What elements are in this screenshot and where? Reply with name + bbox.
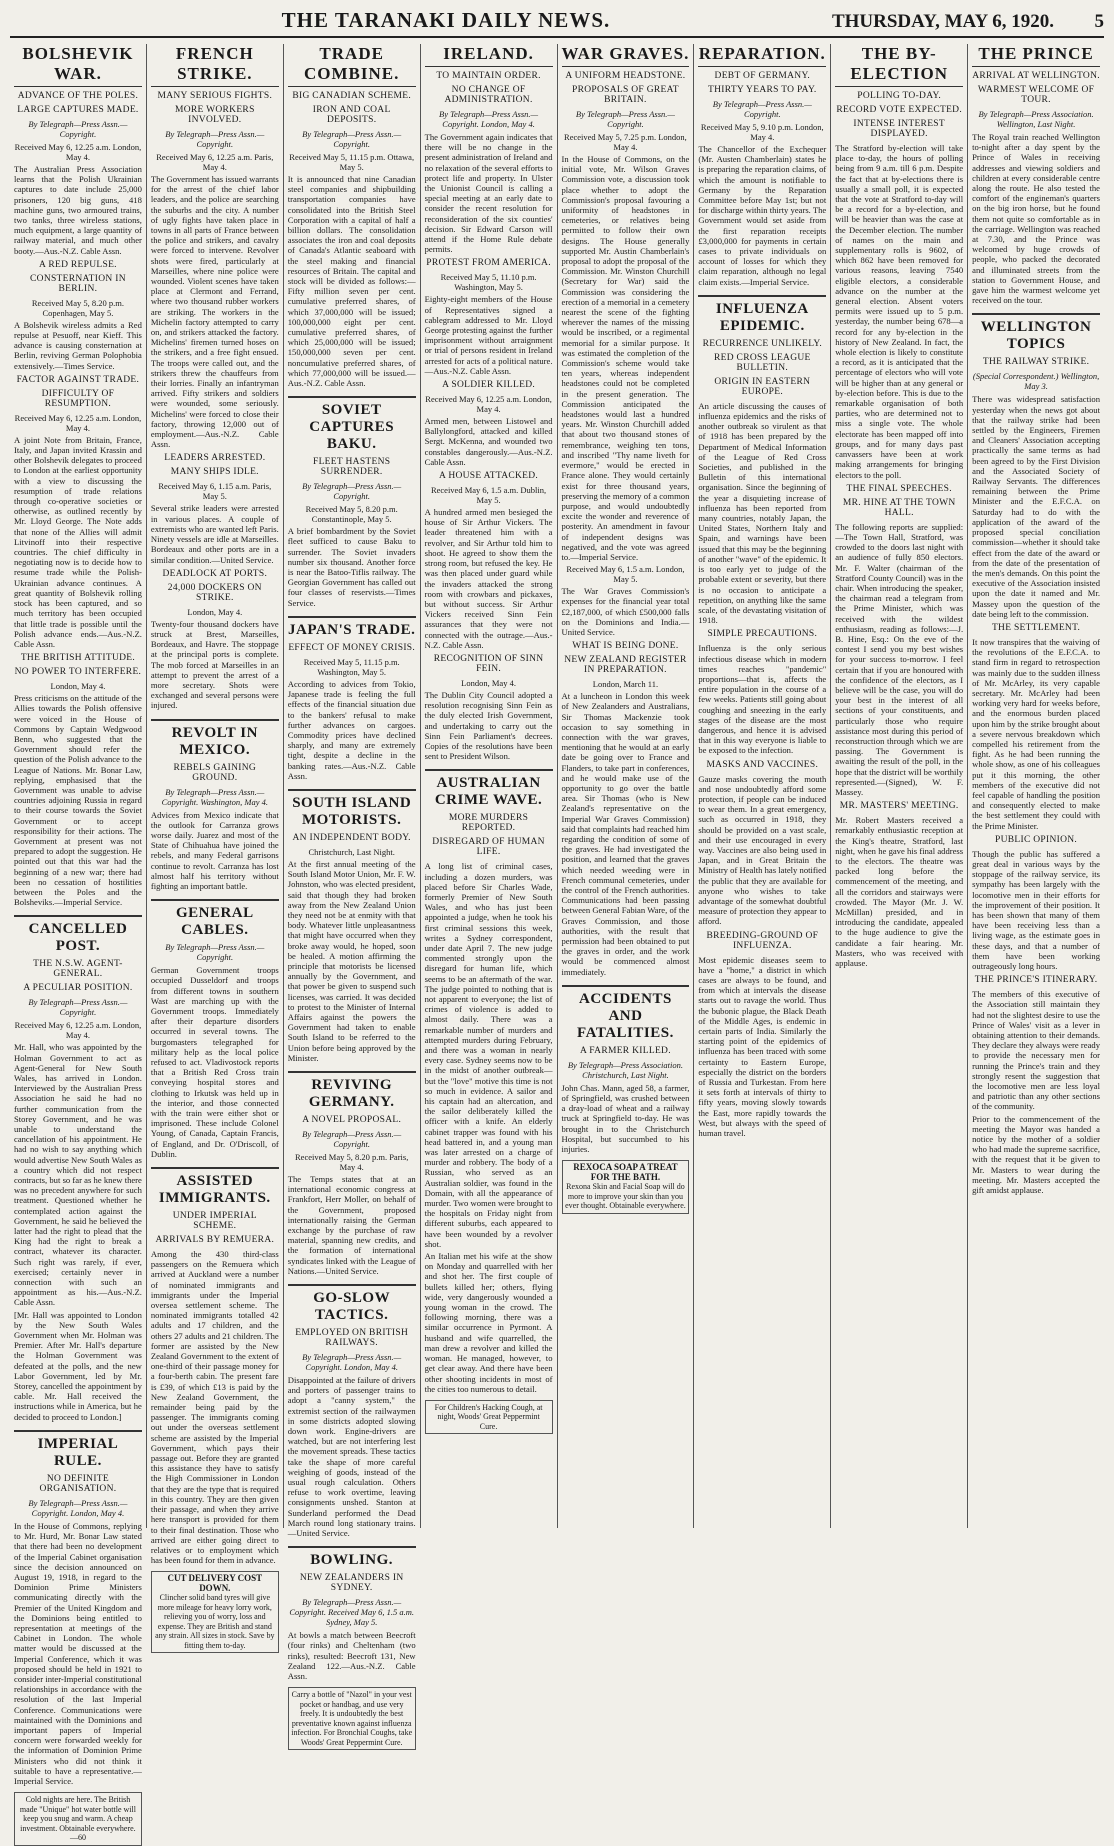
subheading: MANY SHIPS IDLE. bbox=[170, 467, 259, 478]
article-paragraph: It now transpires that the waiving of the revolutions of the E.F.C.A. to stand firm in regard to retrospection was mainly due to the sudden illness of Mr. McArley, its very capable secretary. Mr. McArley had been working very hard for weeks before, and the enormous burden placed upon him by the strike brought about a severe nervous breakdown which compelled his retirement from the fight. As he had been running the whole show, as one of his colleagues put it this morning, the other members of the executive did not feel capable of handling the position and consequently elected to make the best settlement they could with the Prime Minister. bbox=[972, 636, 1100, 831]
article-paragraph: Several strike leaders were arrested in various places. A couple of extremists who are wanted left Paris. Ninety vessels are idle at Marseilles. Bordeaux and other ports are in a similar condition.—United Service. bbox=[150, 503, 279, 565]
dateline: Received May 5, 9.10 p.m. London, May 4. bbox=[700, 122, 824, 142]
page-number: 5 bbox=[1094, 11, 1104, 32]
subheading: IRON AND COAL DEPOSITS. bbox=[312, 105, 391, 125]
subheading: THE SETTLEMENT. bbox=[991, 622, 1081, 633]
subheading: A SOLDIER KILLED. bbox=[442, 380, 536, 391]
subheading: ORIGIN IN EASTERN EUROPE. bbox=[714, 376, 811, 397]
subheading: PROTEST FROM AMERICA. bbox=[426, 258, 551, 269]
subheading: PUBLIC OPINION. bbox=[995, 834, 1078, 845]
subheading: MR. HINE AT THE TOWN HALL. bbox=[842, 497, 956, 518]
advertisement bbox=[288, 1687, 416, 1750]
dateline: Received May 5, 11.10 p.m. Washington, May 5. bbox=[440, 272, 537, 293]
column-headline: TRADE COMBINE. bbox=[288, 44, 416, 87]
column-headline: WAR GRAVES. bbox=[562, 44, 690, 67]
advertisement bbox=[14, 1792, 142, 1846]
subheading: DIFFICULTY OF RESUMPTION. bbox=[41, 388, 115, 409]
article-headline: IMPERIAL RULE. bbox=[14, 1430, 142, 1470]
subheading: WARMEST WELCOME OF TOUR. bbox=[977, 85, 1095, 105]
article-headline: CANCELLED POST. bbox=[14, 915, 142, 955]
article-paragraph: Though the public has suffered a great deal in various ways by the stoppage of the railway service, its sympathy has been largely with the locomotive men in their efforts for the improvement of their position. It has been shown that many of them have been receiving less than a living wage, as the estimate goes in these days, and that a number of them have been working outrageously long hours. bbox=[972, 848, 1100, 972]
article-paragraph: There was widespread satisfaction yesterday when the news got about that the railway strike had been settled by the Engineers, Firemen and Cleaners' Association accepting practically the same terms as had been agreed to by the First Division and the Associated Society of Railway Servants. The differences remaining between the Prime Minister and the E.F.C.A. on Saturday had to do with the application of the award of the proposed special conciliation commission—whether it should take effect from the date of the award or from the date of the presentation of the men's demands. On this point the executive of the Association insisted upon the date it named and Mr. Massey upon the question of the date being left to the commission. bbox=[972, 394, 1100, 619]
article-paragraph: Advices from Mexico indicate that the outlook for Carranza grows worse daily. Juarez and most of the State of Chihuahua have joined the rebels, and many Federal garrisons continue to revolt. Carranza has lost almost half his territory without fighting an important battle. bbox=[150, 809, 279, 891]
article-paragraph: Most epidemic diseases seem to have a "home," a district in which cases are always to be found, and from which at intervals the disease starts out to ravage the world. Thus the bubonic plague, the Black Death of the Middle Ages, is endemic in certain parts of India. Similarly the starting point of the epidemics of influenza has been traced with some certainty to Eastern Europe, especially the district on the borders of Russia and Turkestan. From here it sets forth at intervals of thirty to fifty years, moving slowly towards the East, more rapidly towards the West, but always with the speed of human travel. bbox=[698, 954, 827, 1139]
article-paragraph: At a luncheon in London this week of New Zealanders and Australians, Sir Thomas Mackenzie took occasion to say something in connection with the war graves, mentioning that he would at an early date be going over to France and Flanders, to take part in conferences, and he would make use of the opportunity to go over the battle area. Sir Thomas (who is New Zealand's representative on the Imperial War Graves Commission) said that complaints had reached him regarding the condition of some of the graves. He had investigated the position, and learned that the graves which needed weeding were in French communal cemeteries, under the control of the French authorities. Communications had been passing between General Fabian Ware, of the Graves Commission, and those authorities, with the result that permission had been obtained to put the graves in order, and the work would be commenced almost immediately. bbox=[561, 691, 690, 977]
wire-credit: By Telegraph—Press Assn.—Copyright. bbox=[28, 119, 128, 139]
dateline: Received May 5, 8.20 p.m. Constantinople, May 5. bbox=[305, 504, 398, 525]
column-2 bbox=[147, 44, 284, 1650]
subheading: BREEDING-GROUND OF INFLUENZA. bbox=[706, 930, 819, 951]
column-4 bbox=[421, 44, 558, 1528]
article-paragraph: It is announced that nine Canadian steel companies and shipbuilding transportation companies have consolidated into the British Steel Corporation with a capital of half a billion dollars. The consolidation associates the iron and coal deposits of Canada's Atlantic seaboard with the steel making and financial resources of Britain. The capital and stock will be divided as follows:—Fifty million seven per cent. cumulative preferred shares, of which 37,000,000 will be issued; 100,000,000 eight per cent. cumulative preferred shares, of which 25,000,000 will be issued; 150,000,000 seven per cent. noncumulative preferred shares, of which 77,000,000 will be issued.—Aus.-N.Z. Cable Assn. bbox=[287, 174, 416, 389]
subheading: RECOGNITION OF SINN FEIN. bbox=[433, 653, 544, 674]
columns bbox=[10, 44, 1104, 1843]
article-headline: GENERAL CABLES. bbox=[151, 899, 279, 939]
article-paragraph: Gauze masks covering the mouth and nose undoubtedly afford some protection, if people can be induced to wear them. In a great emergency, such as occurred in 1918, they should be provided on a vast scale, and their use encouraged in every way. Vaccines are also being used in Japan, and in Great Britain the Ministry of Health has lately notified the public that they are available for anyone who wishes to take advantage of the somewhat doubtful measure of protection they appear to afford. bbox=[698, 773, 827, 927]
wire-credit: By Telegraph—Press Association. Wellington, Last Night. bbox=[978, 109, 1094, 129]
article-headline: REVIVING GERMANY. bbox=[288, 1071, 416, 1111]
article-paragraph: The Temps states that at an international economic congress at Frankfort, Herr Moller, on behalf of the Government, proposed internationally raising the German exchange by the purchase of raw material, spanning new credits, and the formation of international syndicates linked with the League of Nations.—United Service. bbox=[287, 1173, 416, 1276]
dateline: Received May 6, 12.25 a.m. Paris, May 4. bbox=[156, 152, 274, 172]
subheading: THE PRINCE'S ITINERARY. bbox=[974, 975, 1098, 986]
subheading: BIG CANADIAN SCHEME. bbox=[292, 91, 412, 101]
dateline: Christchurch, Last Night. bbox=[308, 846, 395, 857]
subheading: THE N.S.W. AGENT-GENERAL. bbox=[33, 959, 123, 980]
article-paragraph: A long list of criminal cases, including a dozen murders, was placed before Sir Charles Wade, formerly Premier of New South Wales, and who has just been appointed a judge, when he took his first criminal sessions this week, writes a Sydney correspondent, under date April 7. The new judge commented strongly upon the disregard for human life, which seems to be an aftermath of the war. The judge pointed to nothing that is not apparent to everyone; the list of crimes of violence is added to almost daily. There was a remarkable number of murders and attempted murders during February, and there was a woman in nearly every case. Sydney seems now to be in the midst of another outbreak—but the "love" motive this time is not so much in evidence. A sailor and his captain had an altercation, and the sailor deliberately killed the officer with a knife. An elderly cabinet trapper was found with his head battered in, and a young man was later arrested on a charge of murder and robbery. The body of a Russian, who served as an Australian soldier, was found in the Domain, with all the appearance of murder. Two women were brought to the hospitals on Friday night from different suburbs, each appeared to have been wounded by a revolver shot. bbox=[424, 861, 553, 1249]
advertisement-title: REXOCA SOAP A TREAT FOR THE BATH. bbox=[573, 1162, 678, 1182]
dateline: London, May 4. bbox=[187, 606, 243, 617]
subheading: RECORD VOTE EXPECTED. bbox=[836, 105, 963, 115]
wire-credit: By Telegraph—Press Assn.—Copyright. bbox=[302, 129, 402, 149]
article-headline: SOUTH ISLAND MOTORISTS. bbox=[288, 789, 416, 829]
subheading: SIMPLE PRECAUTIONS. bbox=[707, 629, 818, 640]
article-paragraph: A Bolshevik wireless admits a Red repulse at Pesuoff, near Kieff. This advance is causing consternation at Berlin, reviving German Polophobia extensively.—Times Service. bbox=[14, 319, 142, 371]
advertisement-text: Clincher solid band tyres will give more mileage for heavy lorry work, relieving you of worry, loss and expense. They are British and stand any strain. All sizes in stock. Save by fitting them to-day. bbox=[155, 1593, 275, 1650]
subheading: EFFECT OF MONEY CRISIS. bbox=[288, 642, 416, 653]
wire-credit: By Telegraph—Press Assn.—Copyright. London, May 4. bbox=[439, 109, 539, 129]
article-paragraph: A joint Note from Britain, France, Italy, and Japan invited Krassin and other Bolshevik delegates to proceed to London at the earliest opportunity with a view to discussing the resumption of trade relations through co-operative societies or otherwise, as outlined recently by Mr. Lloyd George. The Note adds that none of the Allies will admit Litvinoff into their respective countries. The chief difficulty in negotiating now is to decide how to resume trade while the Polish-Ukrainian advance continues. A great quantity of Bolshevik rolling stock has been captured, and so much territory has been occupied that little trade is possible until the Polish advance ends.—Aus.-N.Z. Cable Assn. bbox=[14, 434, 142, 649]
article-paragraph: An article discussing the causes of influenza epidemics and the risks of another outbreak so virulent as that of 1918 has been prepared by the Department of Medical Information of the League of Red Cross Societies, and published in the Bulletin of this international organisation. Since the beginning of the year a disquieting increase of influenza has been reported from many countries, notably Japan, the United States, Northern Italy and Spain, and warnings have been issued that this may be the beginning of another "wave" of the epidemic. It is too early yet to judge of the probable extent or severity, but there is no occasion to anticipate a repetition, on anything like the same scale, of the devastating visitation of 1918. bbox=[698, 400, 827, 626]
article-paragraph: The Chancellor of the Exchequer (Mr. Austen Chamberlain) states he is preparing the reparation claims, of which the amount is notifiable to Germany by the Reparation Committee before May 1st; but not for discharge within thirty years. The Government would set aside from the first reparation receipts £3,000,000 for payments in certain cases to private individuals on account of losses for which they claim reparation, although no legal claim exists.—Imperial Service. bbox=[698, 144, 827, 287]
subheading: DEBT OF GERMANY. bbox=[714, 71, 811, 81]
article-paragraph: Prior to the commencement of the meeting the Mayor was handed a notice by the mother of a soldier who had made the supreme sacrifice, with the request that it be given to Mr. Masters to wear during the meeting. Mr. Masters accepted the gift amidst applause. bbox=[972, 1113, 1100, 1196]
subheading: WHAT IS BEING DONE. bbox=[572, 641, 679, 652]
article-paragraph: The Dublin City Council adopted a resolution recognising Sinn Fein as the duly elected Irish Government, and undertaking to carry out the Sinn Fein Parliament's decrees. Copies of the resolutions have been sent to President Wilson. bbox=[424, 689, 553, 762]
subheading: REBELS GAINING GROUND. bbox=[173, 762, 257, 783]
article-paragraph: Press criticisms on the attitude of the Allies towards the Polish offensive were voiced in the House of Commons by Captain Wedgwood Benn, who suggested that the Government should refer the question of the Polish advance to the League of Nations. Mr. Bonar Law, replying, emphasised that the Government was unable to advise countries adjoining Russia in regard to their course towards the Soviet Government or to accept responsibility for their actions. The Government at present was not prepared to adopt the suggestion. He pointed out that this war had the beginning of a new war; there had been no cessation of hostilities between the Poles and the Bolsheviks.—Imperial Service. bbox=[14, 693, 142, 908]
advertisement-text: Cold nights are here. The British made "Unique" hot water bottle will keep you snug and warm. A cheap investment. Obtainable everywhere.—60 bbox=[19, 1795, 136, 1843]
wire-credit: By Telegraph—Press Assn.—Copyright. bbox=[712, 99, 812, 119]
article-paragraph: According to advices from Tokio, Japanese trade is feeling the full effects of the financial situation due to the bankers' refusal to make further advances on cargoes. Commodity prices have declined sharply, and many are extremely tight, despite a decline in the banking rates.—Aus.-N.Z. Cable Assn. bbox=[287, 678, 416, 781]
dateline: Received May 5, 8.20 p.m. Paris, May 4. bbox=[295, 1151, 409, 1172]
wire-credit: By Telegraph—Press Association. Christchurch, Last Night. bbox=[567, 1059, 684, 1080]
subheading: NEW ZEALANDERS IN SYDNEY. bbox=[299, 1573, 404, 1594]
column-headline: REPARATION. bbox=[698, 44, 826, 67]
wire-credit: (Special Correspondent.) Wellington, May 3. bbox=[972, 371, 1100, 392]
wire-credit: By Telegraph—Press Assn.—Copyright. bbox=[575, 109, 675, 129]
subheading: FACTOR AGAINST TRADE. bbox=[16, 374, 140, 385]
article-paragraph: The Government again indicates that there will be no change in the present administration of Ireland and no relaxation of the several efforts to protect life and property. In Ulster the Unionist Council is calling a special meeting at an early date to consider the recent resolution for reconsideration of the six counties' decision. Sir Edward Carson will attend if the Home Rule debate permits. bbox=[424, 132, 553, 255]
advertisement bbox=[562, 1160, 690, 1214]
subheading: DEADLOCK AT PORTS. bbox=[162, 568, 268, 579]
article-paragraph: Mr. Hall, who was appointed by the Holman Government to act as Agent-General for New South Wales, has arrived in London. Interviewed by the Australian Press Association he said he had no further communication from the Storey Government, and he was unable to understand the cancellation of his appointment. He had no wish to say anything which would advertise New South Wales as a country which did not respect contracts, but so far as he knew there was no precedent anywhere for such treatment. Questioned whether he contemplated action against the Government, he said he believed the latter had the right to plead that the King had the right to break a contract, whatever its character. Such right was rarely, if ever, exercised; certainly never in connection with such an appointment as his.—Aus.-N.Z. Cable Assn. bbox=[14, 1042, 142, 1308]
article-paragraph: Among the 430 third-class passengers on the Remuera which arrived at Auckland were a number of nominated immigrants and immigrants under the Imperial oversea settlement scheme. The nominated immigrants totalled 42 adults and 17 children, and the others 27 adults and 21 children. The former are assisted by the New Zealand Government to the extent of one-third of their passage money for a four-berth cabin. The present fare is £39, of which £13 is paid by the New Zealand Government, the remainder being paid by the passenger. The immigrants coming out under the overseas settlement scheme are assisted by the Imperial Government, which pays their passage out. Before they are granted this assistance they have to satisfy the High Commissioner in London that they are the type that is required in this country. They are then given their passage, and when they arrive here transport is provided for them to their final destination. Those who arrived are either going direct to relatives or to employment which has been found for them in advance. bbox=[150, 1249, 279, 1566]
article-headline: GO-SLOW TACTICS. bbox=[288, 1284, 416, 1324]
advertisement bbox=[425, 1400, 553, 1435]
subheading: THE FINAL SPEECHES. bbox=[846, 483, 952, 494]
subheading: A PECULIAR POSITION. bbox=[23, 983, 133, 994]
article-paragraph: The Stratford by-election will take place to-day, the hours of polling being from 9 a.m. till 6 p.m. Despite the fact that at by-elections there is usually a small poll, it is expected that the vote at Stratford to-day will be a record for a by-election, and will be heavier than was the case at the December election. The number of names on the main and supplementary rolls is 9602, of which 862 have been removed for various reasons, leaving 7540 eligible electors, a considerable advance on the number at the general election. Absent voters permits were issued up to 5 p.m. yesterday, the number being 678—a record for any by-election in the history of New Zealand. In fact, the whole election is likely to constitute a record, as it is anticipated that the percentage of electors who will vote will be higher than at any general or by-election before. This is due to the remarkable organisation of both parties, who are determined not to miss a single vote. The whole electorate has been mapped off into groups, and for many days past canvassers have been at work making arrangements for bringing electors to the poll. bbox=[835, 143, 964, 480]
dateline: London, March 11. bbox=[592, 679, 659, 690]
advertisement-title: CUT DELIVERY COST DOWN. bbox=[167, 1573, 263, 1593]
column-headline: IRELAND. bbox=[425, 44, 553, 67]
subheading: A FARMER KILLED. bbox=[579, 1045, 671, 1056]
article-paragraph: Mr. Robert Masters received a remarkably enthusiastic reception at the King's theatre, Stratford, last night, when he gave his final address to the electors. The theatre was packed long before the commencement of the meeting, and all the corridors and stairways were crowded. The Mayor (Mr. J. W. McMillan) presided, and in introducing the candidate, appealed to the huge audience to give the candidate a fair hearing. Mr. Masters, who was received with applause. bbox=[835, 815, 964, 969]
subheading: NEW ZEALAND REGISTER IN PREPARATION. bbox=[564, 655, 687, 676]
article-paragraph: In the House of Commons, on the initial vote, Mr. Wilson Graves Commission vote, a discussion took place whether to adopt the Commission's proposal favouring a uniformity of headstones in cemeteries, or relatives being permitted to follow their own designs. The House generally supported Mr. Austin Chamberlain's proposal to adopt the proposal of the Commission. Mr. Winston Churchill (Secretary for War) said the Commission was considering the erection of a memorial in a cemetery nearest the scene of the fighting wherever the names of the missing would be inscribed, or a regimental memorial for a similar purpose. It was estimated the completion of the Commission's scheme would take ten years, whereas independent headstones could not be completed in the present generation. The Commission anticipated the headstones would last a hundred years. Mr. Winston Churchill added that about two thousand stones of remembrance, weighing ten tons, and inscribed "Thy name liveth for evermore," would be erected in France alone. They would certainly exist for three thousand years, preserving the memory of a common purpose, and would undoubtedly excite the wonder and reverence of posterity. An amendment in favour of independent designs was negatived, and the vote was agreed to.—Imperial Service. bbox=[561, 154, 690, 562]
article-paragraph: The Australian Press Association learns that the Polish Ukrainian captures to date include 25,000 prisoners, 120 big guns, 418 machine guns, two armoured trains, two tanks, three wireless stations, much equipment, a large quantity of railway material, and much other booty.—Aus.-N.Z. Cable Assn. bbox=[14, 164, 142, 256]
subheading: AN INDEPENDENT BODY. bbox=[292, 832, 411, 843]
subheading: ARRIVAL AT WELLINGTON. bbox=[972, 71, 1100, 81]
dateline: Received May 5, 8.20 p.m. Copenhagen, May 5. bbox=[31, 297, 124, 318]
dateline: Received May 6, 1.15 a.m. Paris, May 5. bbox=[158, 481, 272, 502]
subheading: FLEET HASTENS SURRENDER. bbox=[313, 457, 391, 478]
subheading: THIRTY YEARS TO PAY. bbox=[708, 85, 817, 95]
article-paragraph: Influenza is the only serious infectious disease which in modern times reaches "pandemic" proportions—that is, affects the entire population in the course of a few weeks. Patients still going about coughing and sneezing in the early stages of the disease are the most dangerous, and hence it is advised that in this way everyone is liable to be exposed to the infection. bbox=[698, 643, 827, 756]
column-5 bbox=[558, 44, 695, 1528]
wire-credit: By Telegraph—Press Assn.—Copyright. London, May 4. bbox=[28, 1497, 128, 1518]
subheading: NO CHANGE OF ADMINISTRATION. bbox=[444, 85, 533, 105]
subheading: MASKS AND VACCINES. bbox=[706, 759, 819, 770]
article-paragraph: The following reports are supplied:—The Town Hall, Stratford, was crowded to the doors last night with an audience of fully 850 electors. Mr. F. Walter (chairman of the Stratford County Council) was in the chair. When introducing the speaker, the chairman read a telegram from the Prime Minister, which was received with the wildest enthusiasm, reading as follows:—J. B. Hine, Esq.: On the eve of the contest I send you my best wishes for your success to-morrow. I feel certain that if you are honoured with the confidence of the electors, as I believe will be the case, you will do your best in the interest of all sections of your constituents, and particularly those who require assistance most during this period of reconstruction through which we are passing. The Government is awaiting the result of the poll, in the hope that the district will be worthily represented.—(Signed), W. F. Massey. bbox=[835, 521, 964, 797]
subheading: EMPLOYED ON BRITISH RAILWAYS. bbox=[295, 1328, 409, 1349]
article-paragraph: A brief bombardment by the Soviet fleet sufficed to cause Baku to surrender. The Soviet invaders number six thousand. Another force is near the Batoo-Tiflis railway. The Georgian Government has called out four classes of reservists.—Times Service. bbox=[287, 526, 416, 608]
article-paragraph: Armed men, between Listowel and Ballylongford, attacked and killed Sergt. McKenna, and wounded two constables dangerously.—Aus.-N.Z. Cable Assn. bbox=[424, 416, 553, 467]
article-headline: REVOLT IN MEXICO. bbox=[151, 719, 279, 759]
article-headline: ASSISTED IMMIGRANTS. bbox=[151, 1167, 279, 1207]
advertisement-text: Carry a bottle of "Nazol" in your vest pocket or handbag, and use very freely. It is undoubtedly the best preventative known against influenza infection. For Bronchial Coughs, take Woods' Great Peppermint Cure. bbox=[291, 1690, 413, 1747]
article-paragraph: At bowls a match between Beecroft (four rinks) and Cheltenham (two rinks), resulted: Beecroft 131, New Zealand 122.—Aus.-N.Z. Cable Assn. bbox=[287, 1630, 416, 1682]
column-headline: FRENCH STRIKE. bbox=[151, 44, 279, 87]
article-paragraph: At the first annual meeting of the South Island Motor Union, Mr. F. W. Johnston, who was elected president, said that though they had broken away from the New Zealand Union they need not be at enmity with that body. Whatever little unpleasantness that might have occurred when they broke away would, he hoped, soon be healed. A motion affirming the principle that motorists be licensed annually by the Government, and that power be given to suspend such licenses, was carried. It was decided to protest to the Minister of Internal Affairs against the powers the Government had taken to enable South Island to be referred to the Union before being approved by the Minister. bbox=[287, 858, 416, 1063]
subheading: A RED REPULSE. bbox=[39, 259, 117, 270]
subheading: LARGE CAPTURES MADE. bbox=[17, 105, 139, 115]
dateline: Received May 6, 12.25 a.m. London, May 4. bbox=[14, 142, 142, 162]
subheading: ARRIVALS BY REMUERA. bbox=[155, 1235, 275, 1246]
article-headline: WELLINGTON TOPICS bbox=[972, 313, 1100, 353]
subheading: MORE WORKERS INVOLVED. bbox=[174, 105, 255, 125]
wire-credit: By Telegraph—Press Assn.—Copyright. bbox=[165, 129, 265, 149]
subheading: MORE MURDERS REPORTED. bbox=[448, 813, 529, 834]
article-paragraph: German Government troops occupied Dusseldorf and troops from different towns in southern Wast are marching up with the Government troops. Immediately after their departure disorders occurred in several towns. The burgomasters telegraphed for military help as the local police refused to act. Vladivostock reports that a British Red Cross train conveying hospital stores and clothing to Irkutsk was held up in the interior, and those connected with the train were either shot or imprisoned. These include Colonel Young, of Canada, Captain Francis, of England, and Dr. O'Driscoll, of Dublin. bbox=[150, 965, 279, 1159]
article-paragraph: John Chas. Mann, aged 58, a farmer, of Springfield, was crushed between a dray-load of wheat and a railway truck at Springfield to-day. He was brought in to the Christchurch Hospital, but succumbed to his injuries. bbox=[561, 1082, 690, 1155]
wire-credit: By Telegraph—Press Assn.—Copyright. bbox=[302, 481, 402, 502]
article-paragraph: The members of this executive of the Association still maintain they had not the slightest desire to use the Prince of Wales' visit as a lever in obtaining attention to their demands. They declare they always were ready to provide the necessary men for running the Prince's train and they strongly resent the suggestion that the locomotive men are less loyal and patriotic than any other sections of the community. bbox=[972, 989, 1100, 1112]
subheading: DISREGARD OF HUMAN LIFE. bbox=[432, 837, 545, 858]
article-paragraph: Eighty-eight members of the House of Representatives signed a cablegram addressed to Mr. Lloyd George protesting against the further imprisonment without arraignment or trial of persons resident in Ireland arrested for acts of a political nature.—Aus.-N.Z. Cable Assn. bbox=[424, 294, 553, 376]
newspaper-page bbox=[10, 8, 1104, 1843]
subheading: CONSTERNATION IN BERLIN. bbox=[30, 273, 126, 294]
subheading: RECURRENCE UNLIKELY. bbox=[702, 338, 823, 349]
wire-credit: By Telegraph—Press Assn.—Copyright. Received May 6, 1.5 a.m. Sydney, May 5. bbox=[289, 1597, 414, 1628]
article-paragraph: The Government has issued warrants for the arrest of the chief labor leaders, and the police are searching the suburbs and the city. A number of ugly fights have taken place in towns in all parts of France between the police and strikers, and cavalry were forced to intervene. Revolver shots were fired, particularly at Marseilles, where nine police were wounded. Violent scenes have taken place at Clermont and Ferrand, where two thousand rubber workers are striking. The workers in the Michelin factory attempted to carry on, and strikers attacked the factory. Michelins' firemen turned hoses on the strikers, and a free fight ensued. The troops were called out, and the strikers threw the chauffeurs from their lorries. Finally an infantryman arrived. Fifty strikers and soldiers were wounded, some seriously. Michelins' were forced to close their factory, throwing 12,000 out of employment.—Aus.-N.Z. Cable Assn. bbox=[150, 174, 279, 450]
subheading: THE BRITISH ATTITUDE. bbox=[20, 653, 136, 664]
subheading: MANY SERIOUS FIGHTS. bbox=[157, 91, 273, 101]
article-paragraph: In the House of Commons, replying to Mr. Hurd, Mr. Bonar Law stated that there had been no development of the Imperial Cabinet organisation since the decision announced on August 19, 1918, in regard to the Dominion Prime Ministers communicating directly with the Premier of the United Kingdom and the Dominions being entitled to representation at meetings of the Cabinet in London. The whole matter would be discussed at the Imperial Conference, which it was proposed should be held in 1921 to consider inter-Imperial constitutional relationships in accordance with the resolution of the last Imperial Conference. Communications were maintained with the Dominions and important papers of Imperial concern were forwarded weekly for the information of Dominion Prime Ministers who did not think it suitable to have a representative.—Imperial Service. bbox=[14, 1520, 142, 1786]
subheading: UNDER IMPERIAL SCHEME. bbox=[172, 1211, 257, 1232]
column-headline: THE PRINCE bbox=[972, 44, 1100, 67]
article-paragraph: [Mr. Hall was appointed to London by the New South Wales Government when Mr. Holman was Premier. After Mr. Hall's departure the Holman Government was defeated at the polls, and the new Labor Government, led by Mr. Storey, cancelled the appointment by cable. Mr. Hall received the instructions while in America, but he decided to proceed to London.] bbox=[14, 1309, 142, 1422]
dateline: London, May 4. bbox=[461, 677, 516, 688]
column-8 bbox=[968, 44, 1104, 1528]
dateline: Received May 5, 7.25 p.m. London, May 4. bbox=[564, 132, 687, 152]
issue-date: THURSDAY, MAY 6, 1920. bbox=[831, 11, 1054, 32]
subheading: LEADERS ARRESTED. bbox=[164, 453, 266, 464]
subheading: TO MAINTAIN ORDER. bbox=[436, 71, 541, 81]
wire-credit: By Telegraph—Press Assn.—Copyright. bbox=[302, 1128, 402, 1149]
wire-credit: By Telegraph—Press Assn.—Copyright. bbox=[165, 942, 265, 963]
article-paragraph: The Royal train reached Wellington to-night after a day spent by the Prince of Wales in receiving addresses and viewing soldiers and children at every considerable centre along the route. He also tested the comfort of the engineman's quarters on the big iron horse, but he found them not quite so comfortable as in the carriage. Wellington was reached at 7.30, and the Prince was welcomed by huge crowds of people, who packed the decorated and illuminated streets from the station to Government House, and gave him the warmest welcome yet received on the tour. bbox=[972, 132, 1100, 306]
subheading: POLLING TO-DAY. bbox=[857, 91, 942, 101]
subheading: NO DEFINITE ORGANISATION. bbox=[39, 1473, 117, 1494]
column-1 bbox=[10, 44, 147, 1843]
subheading: THE RAILWAY STRIKE. bbox=[982, 357, 1090, 368]
subheading: A UNIFORM HEADSTONE. bbox=[565, 71, 686, 81]
subheading: 24,000 DOCKERS ON STRIKE. bbox=[167, 582, 262, 603]
publication-title: THE TARANAKI DAILY NEWS. bbox=[281, 8, 611, 32]
article-paragraph: An Italian met his wife at the show on Monday and quarrelled with her and shot her. The first couple of bullets killed her; others, flying wide, very dangerously wounded a young woman in the crowd. The following morning, there was a similar occurrence in Pyrmont. A husband and wife quarrelled, the man drew a revolver and killed the woman. He managed, however, to get clear away. And there have been other shooting incidents in most of the cities too numerous to detail. bbox=[424, 1251, 553, 1394]
advertisement bbox=[151, 1571, 279, 1653]
subheading: ADVANCE OF THE POLES. bbox=[17, 91, 139, 101]
subheading: NO POWER TO INTERFERE. bbox=[14, 667, 142, 678]
dateline: Received May 6, 12.25 a.m. London, May 4. bbox=[14, 412, 142, 433]
column-headline: BOLSHEVIK WAR. bbox=[14, 44, 142, 87]
dateline: Received May 5, 11.15 p.m. Washington, May 5. bbox=[303, 656, 400, 677]
article-paragraph: A hundred armed men besieged the house of Sir Arthur Vickers. The leader threatened him with a revolver, and Sir Arthur told him to shoot. He agreed to show them the strong room, but refused the key. He was then placed under guard while the invaders attacked the strong room with crowbars and pickaxes, but without success. Sir Arthur Vickers received Sinn Fein assurances that they were not connected with the outrage.—Aus.-N.Z. Cable Assn. bbox=[424, 507, 553, 650]
dateline: Received May 6, 1.5 a.m. Dublin, May 5. bbox=[430, 485, 547, 506]
subheading: INTENSE INTEREST DISPLAYED. bbox=[853, 119, 945, 139]
dateline: London, May 4. bbox=[50, 681, 106, 692]
wire-credit: By Telegraph—Press Assn.—Copyright. London, May 4. bbox=[302, 1352, 402, 1373]
dateline: Received May 6, 12.25 a.m. London, May 4. bbox=[425, 394, 552, 415]
article-paragraph: Disappointed at the failure of drivers and porters of passenger trains to adopt a "canny system," the extremist section of the railwaymen in some districts adopted slowing down work. Engine-drivers are watched, but are not interfering lest the movement spreads. These tactics take the shape of more careful weighing of goods, instead of the usual rough calculation. Others refuse to work overtime, leaving consignments unshed. Stanton at Sunderland performed the Dead March round long stationary trains.—United Service. bbox=[287, 1375, 416, 1539]
wire-credit: By Telegraph—Press Assn.—Copyright. Washington, May 4. bbox=[161, 786, 269, 807]
article-headline: JAPAN'S TRADE. bbox=[288, 616, 416, 639]
column-7 bbox=[831, 44, 968, 1528]
subheading: RED CROSS LEAGUE BULLETIN. bbox=[713, 352, 811, 373]
article-headline: BOWLING. bbox=[288, 1546, 416, 1569]
dateline: Received May 6, 12.25 a.m. London, May 4. bbox=[14, 1020, 142, 1041]
article-headline: INFLUENZA EPIDEMIC. bbox=[698, 295, 826, 335]
article-headline: AUSTRALIAN CRIME WAVE. bbox=[425, 769, 553, 809]
dateline: Received May 5, 11.15 p.m. Ottawa, May 5. bbox=[289, 152, 415, 172]
advertisement-text: For Children's Hacking Cough, at night, Woods' Great Peppermint Cure. bbox=[434, 1402, 543, 1431]
subheading: PROPOSALS OF GREAT BRITAIN. bbox=[572, 85, 679, 105]
article-headline: SOVIET CAPTURES BAKU. bbox=[288, 396, 416, 453]
article-headline: ACCIDENTS AND FATALITIES. bbox=[562, 985, 690, 1042]
subheading: A HOUSE ATTACKED. bbox=[439, 471, 539, 482]
column-3 bbox=[284, 44, 421, 1747]
dateline: Received May 6, 1.5 a.m. London, May 5. bbox=[566, 564, 685, 585]
subheading: MR. MASTERS' MEETING. bbox=[839, 801, 959, 812]
subheading: A NOVEL PROPOSAL. bbox=[302, 1114, 402, 1125]
column-headline: THE BY-ELECTION bbox=[835, 44, 963, 87]
wire-credit: By Telegraph—Press Assn.—Copyright. bbox=[28, 997, 128, 1018]
article-paragraph: Twenty-four thousand dockers have struck at Brest, Marseilles, Bordeaux, and Havre. The stoppage at the principal ports is complete. The mob forced at Marseilles in an attempt to prevent the arrest of a more secretary. Shots were exchanged and several persons were injured. bbox=[150, 618, 279, 711]
article-paragraph: The War Graves Commission's expenses for the financial year total £2,187,000, of which £500,000 falls on the Dominions and India.—United Service. bbox=[561, 586, 690, 637]
advertisement-text: Rexona Skin and Facial Soap will do more to improve your skin than you ever thought. Obtainable everywhere. bbox=[565, 1182, 686, 1211]
column-6 bbox=[694, 44, 831, 1528]
masthead bbox=[10, 8, 1104, 38]
